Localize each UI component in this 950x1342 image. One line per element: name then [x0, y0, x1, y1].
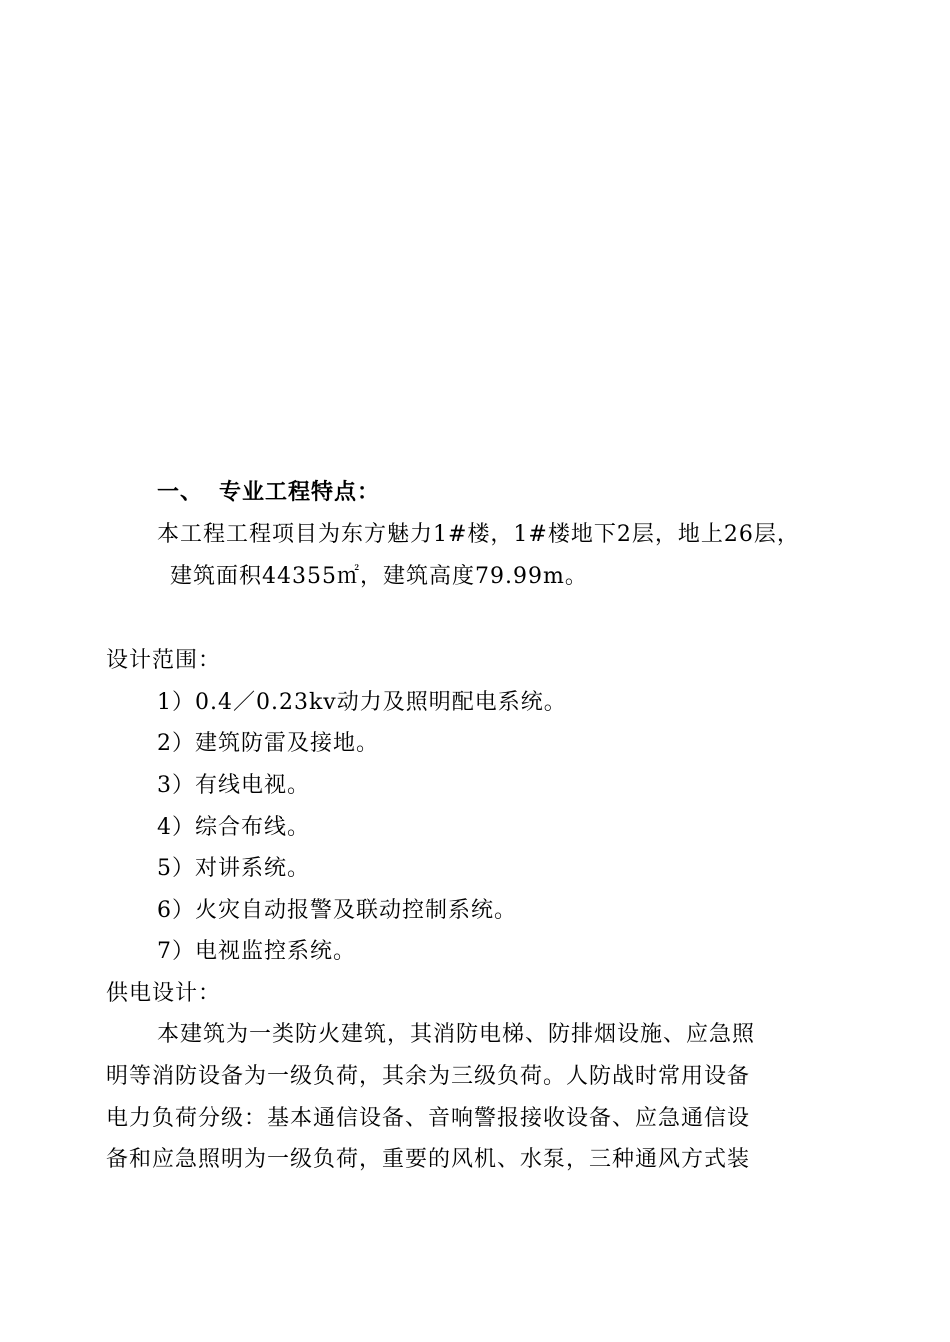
design-scope-title: 设计范围： [106, 648, 222, 673]
power-supply-line: 备和应急照明为一级负荷，重要的风机、水泵，三种通风方式装 [106, 1147, 751, 1172]
list-item: 1）0.4／0.23kv动力及照明配电系统。 [157, 690, 567, 715]
list-item: 6）火灾自动报警及联动控制系统。 [157, 898, 517, 923]
list-item: 5）对讲系统。 [157, 856, 310, 881]
power-supply-line: 明等消防设备为一级负荷，其余为三级负荷。人防战时常用设备 [106, 1064, 751, 1089]
section-number: 一、 [157, 480, 204, 505]
list-item: 3）有线电视。 [157, 773, 310, 798]
power-supply-title: 供电设计： [106, 981, 222, 1006]
section-title: 专业工程特点： [219, 480, 381, 505]
power-supply-line: 电力负荷分级：基本通信设备、音响警报接收设备、应急通信设 [106, 1106, 751, 1131]
list-item: 7）电视监控系统。 [157, 939, 356, 964]
intro-line-2: 建筑面积44355㎡，建筑高度79.99m。 [170, 564, 588, 589]
section-heading [157, 478, 380, 508]
intro-line-1: 本工程工程项目为东方魅力1#楼，1#楼地下2层，地上26层， [157, 522, 800, 547]
list-item: 4）综合布线。 [157, 815, 310, 840]
list-item: 2）建筑防雷及接地。 [157, 731, 379, 756]
power-supply-line: 本建筑为一类防火建筑，其消防电梯、防排烟设施、应急照 [157, 1022, 756, 1047]
